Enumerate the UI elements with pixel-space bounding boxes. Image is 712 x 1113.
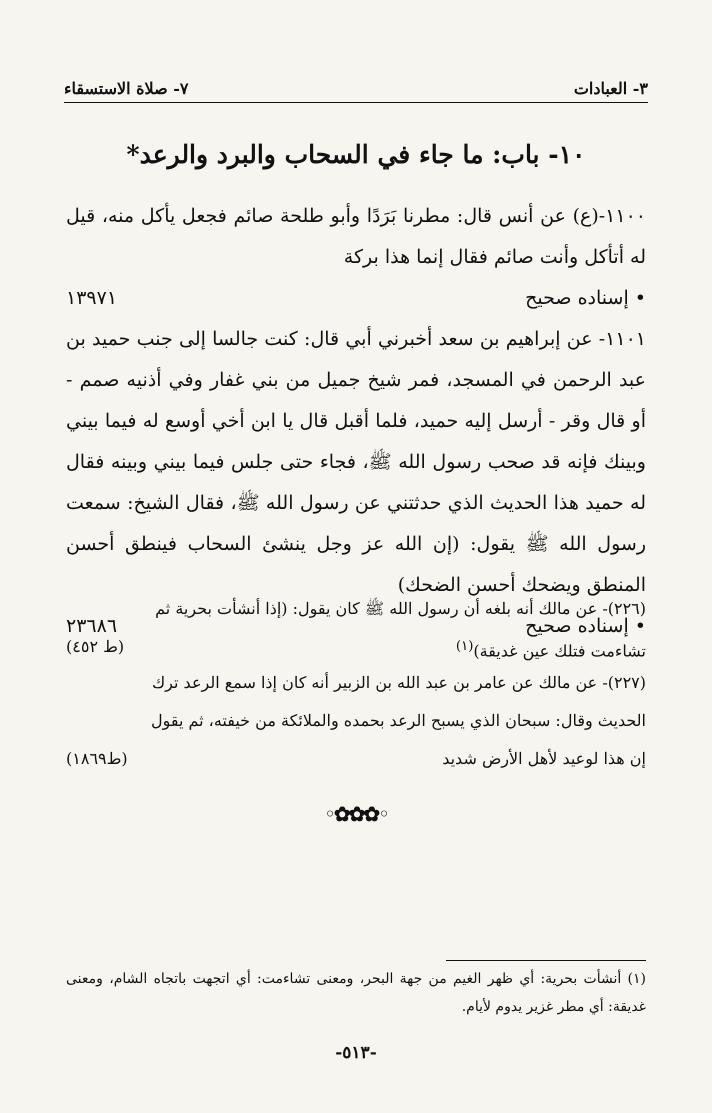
- hadith-grade: • إسناده صحيح: [525, 287, 646, 309]
- hadith-grade: • إسناده صحيح: [525, 615, 646, 637]
- hadith-text: ١١٠٠-(ع) عن أنس قال: مطرنا بَرَدًا وأبو طلحة صائم فجعل يأكل منه، قيل له أتأكل وأنت صائم فقال إنما هذا بركة: [66, 205, 646, 268]
- footnote-marker: (١): [455, 639, 474, 654]
- chapter-title: ١٠- باب: ما جاء في السحاب والبرد والرعد*: [126, 140, 586, 169]
- athar-reference: (ط ٤٥٢): [66, 637, 125, 656]
- athar-227: [66, 664, 646, 778]
- athar-text: إن هذا لوعيد لأهل الأرض شديد: [442, 749, 646, 768]
- hadith-text: ١١٠١- عن إبراهيم بن سعد أخبرني أبي قال: كنت جالسا إلى جنب حميد بن عبد الرحمن في المسجد، فمر شيخ جميل من بني غفار وفي أذنيه صمم - أو قال وقر - أرسل إليه حميد، فلما أقبل قال يا ابن أخي أوسع له فيما بيني وبينك فإنه قد صحب رسول الله ﷺ، فجاء حتى جلس فيما بيني وبينه فقال له حميد هذا الحديث الذي حدثتني عن رسول الله ﷺ، فقال الشيخ: سمعت رسول الله ﷺ يقول: (إن الله عز وجل ينشئ السحاب فينطق أحسن المنطق ويضحك أحسن الضحك): [66, 328, 646, 596]
- athar-line: الحديث وقال: سبحان الذي يسبح الرعد بحمده والملائكة من خيفته، ثم يقول: [150, 711, 646, 730]
- header-book-title: ٣- العبادات: [573, 79, 648, 98]
- athar-226: [66, 590, 646, 670]
- hadith-reference: ١٣٩٧١: [66, 287, 118, 309]
- running-header: [64, 68, 648, 103]
- section-ornament: ◦✿✿✿◦: [324, 802, 388, 826]
- page-number: -٥١٣-: [335, 1043, 377, 1063]
- hadith-reference: ٢٣٦٨٦: [66, 615, 118, 637]
- athar-line-with-ref: [66, 740, 646, 778]
- header-chapter-title: ٧- صلاة الاستسقاء: [64, 79, 189, 98]
- athar-line: (٢٢٧)- عن مالك عن عامر بن عبد الله بن الزبير أنه كان إذا سمع الرعد ترك: [151, 673, 646, 692]
- footnote: (١) أنشأت بحرية: أي ظهر الغيم من جهة البحر، ومعنى تشاءمت: أي اتجهت باتجاه الشام، ومعنى غديقة: أي مطر غزير يدوم لأيام.: [66, 971, 646, 1015]
- athar-text: تشاءمت فتلك عين غديقة): [473, 641, 646, 661]
- hadith-grade-line: [66, 278, 646, 319]
- athar-line: (٢٢٦)- عن مالك أنه بلغه أن رسول الله ﷺ كان يقول: (إذا أنشأت بحرية ثم: [155, 599, 646, 618]
- athar-reference: (ط١٨٦٩): [66, 749, 128, 768]
- hadith-1100: [66, 196, 646, 319]
- footnote-divider: [446, 960, 646, 961]
